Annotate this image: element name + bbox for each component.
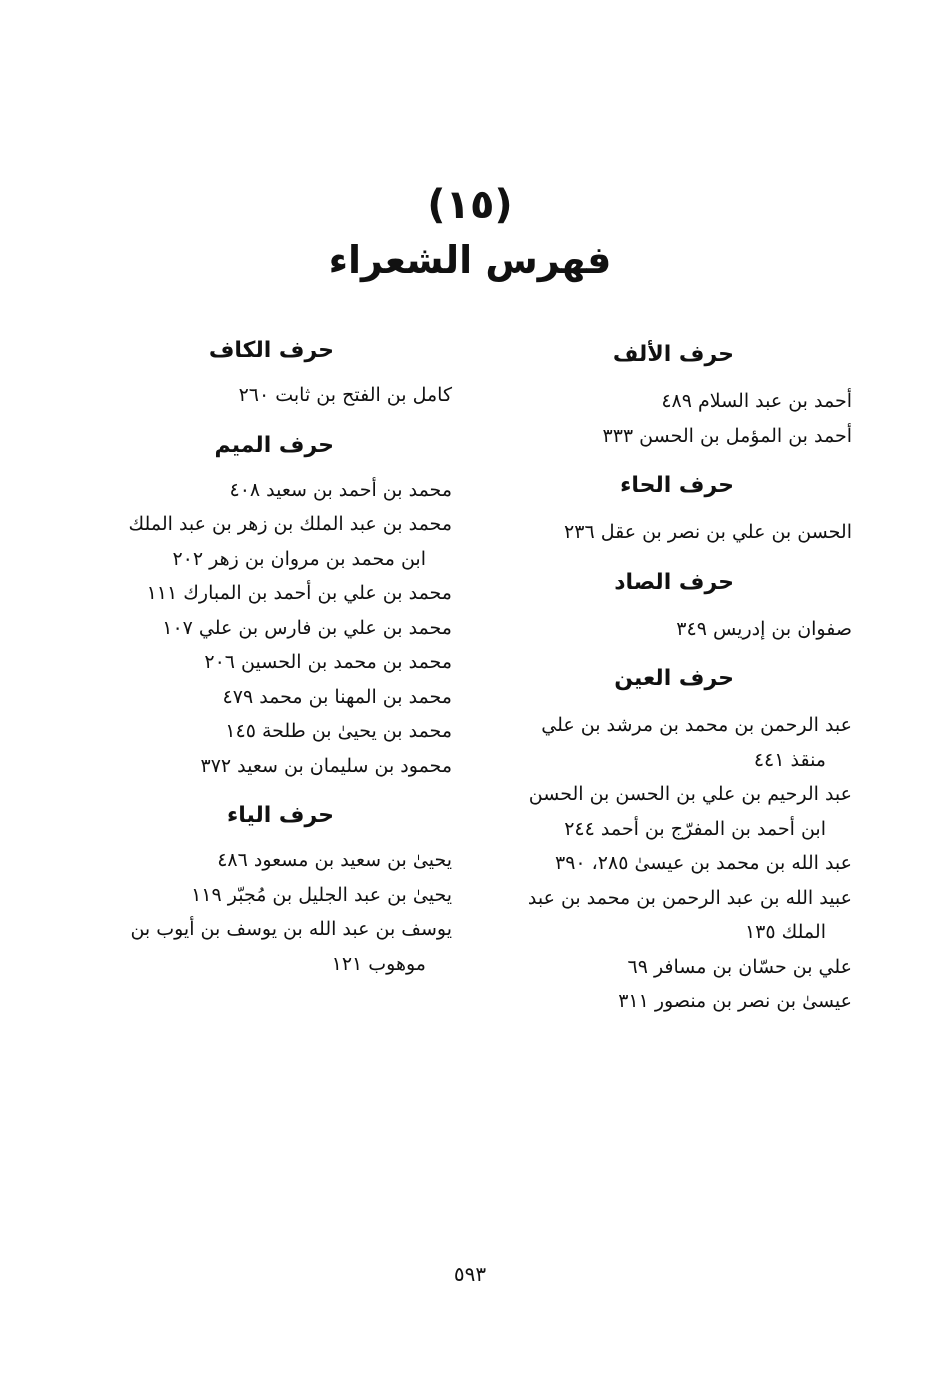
index-entry-continuation: ابن محمد بن مروان بن زهر ٢٠٢: [172, 547, 426, 570]
index-column-right: [492, 338, 852, 1019]
index-entry: محمد بن علي بن أحمد بن المبارك ١١١: [146, 582, 452, 604]
index-entry: عبد الرحمن بن محمد بن مرشد بن علي: [541, 714, 852, 736]
letter-heading-ya: حرف الياء: [226, 803, 334, 828]
index-entry: عبيد الله بن عبد الرحمن بن محمد بن عبد: [527, 886, 852, 909]
letter-heading-ain: حرف العين: [614, 666, 734, 691]
index-entry: محمود بن سليمان بن سعيد ٣٧٢: [200, 754, 452, 777]
page-number: ٥٩٣: [453, 1262, 487, 1286]
letter-heading-mim: حرف الميم: [214, 432, 334, 458]
section-number: (١٥): [427, 182, 513, 228]
page-title: فهرس الشعراء: [328, 238, 612, 282]
index-entry: محمد بن أحمد بن سعيد ٤٠٨: [229, 478, 452, 501]
letter-heading-sad: حرف الصاد: [614, 569, 734, 595]
index-entry: محمد بن يحيىٰ بن طلحة ١٤٥: [225, 720, 452, 742]
index-entry-continuation: موهوب ١٢١: [331, 952, 426, 975]
index-entry-continuation: الملك ١٣٥: [744, 921, 826, 943]
index-entry-continuation: منقذ ٤٤١: [753, 748, 826, 771]
index-entry: محمد بن المهنا بن محمد ٤٧٩: [222, 685, 452, 708]
letter-heading-ha: حرف الحاء: [620, 473, 734, 498]
index-entry: أحمد بن عبد السلام ٤٨٩: [661, 390, 852, 412]
index-column-left: [92, 334, 452, 981]
index-entry: يحيىٰ بن سعيد بن مسعود ٤٨٦: [217, 849, 452, 871]
letter-heading-kaf: حرف الكاف: [208, 338, 334, 363]
index-entry: عبد الله بن محمد بن عيسىٰ ٢٨٥، ٣٩٠: [554, 852, 852, 874]
index-entry: عبد الرحيم بن علي بن الحسن بن الحسن: [528, 783, 852, 805]
index-entry: محمد بن علي بن فارس بن علي ١٠٧: [162, 616, 452, 639]
index-entry: الحسن بن علي بن نصر بن عقل ٢٣٦: [564, 521, 852, 543]
index-entry: محمد بن عبد الملك بن زهر بن عبد الملك: [128, 513, 452, 535]
index-entry: عيسىٰ بن نصر بن منصور ٣١١: [618, 990, 852, 1012]
index-entry: يحيىٰ بن عبد الجليل بن مُجبّر ١١٩: [191, 883, 452, 906]
index-entry: يوسف بن عبد الله بن يوسف بن أيوب بن: [130, 918, 452, 940]
index-entry: علي بن حسّان بن مسافر ٦٩: [627, 955, 852, 978]
index-entry: محمد بن محمد بن الحسين ٢٠٦: [204, 651, 452, 673]
index-entry-continuation: ابن أحمد بن المفرّج بن أحمد ٢٤٤: [564, 817, 826, 840]
index-entry: أحمد بن المؤمل بن الحسن ٣٣٣: [602, 424, 852, 447]
letter-heading-alif: حرف الألف: [612, 342, 734, 367]
index-entry: كامل بن الفتح بن ثابت ٢٦٠: [238, 384, 452, 406]
index-entry: صفوان بن إدريس ٣٤٩: [676, 617, 852, 640]
